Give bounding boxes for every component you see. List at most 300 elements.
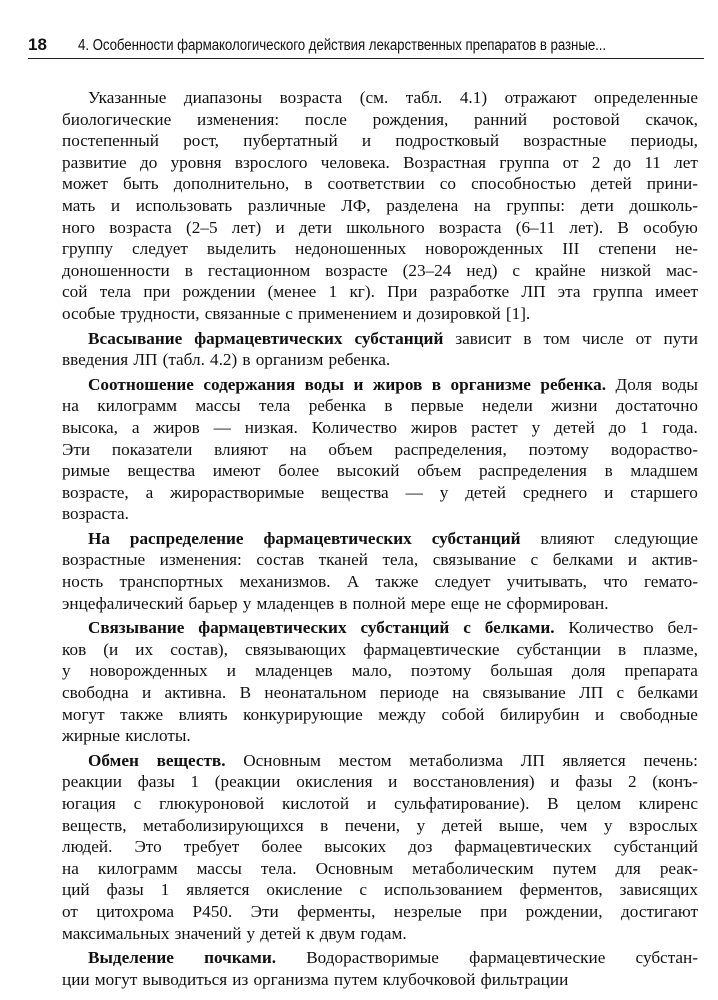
word: табл. (405, 88, 443, 107)
word: скачок, (645, 109, 698, 129)
word: (2–5 (186, 217, 218, 237)
text-line (62, 725, 698, 747)
word: пубертатный (243, 131, 338, 151)
word: цитохрома (96, 901, 175, 921)
paragraph (62, 750, 698, 944)
word: фармацевтических (198, 618, 347, 638)
word: в (384, 396, 393, 416)
word: местом (338, 750, 392, 770)
word: возраста. (62, 504, 129, 524)
word: их (135, 639, 154, 659)
word: а (131, 417, 140, 437)
word: у (531, 417, 541, 437)
word: у (242, 593, 252, 613)
word: соответствии (327, 174, 425, 194)
word: субстан- (635, 948, 698, 968)
word: ЛП (521, 282, 546, 302)
word: от (562, 152, 579, 172)
word: На (88, 528, 110, 548)
text-line (62, 395, 698, 417)
word: влияют (540, 528, 595, 548)
word: состав (256, 550, 305, 570)
word: кг). (349, 282, 375, 302)
word: В (617, 217, 629, 237)
word: при (143, 282, 171, 302)
word: ребенка. (540, 374, 607, 394)
word: собой (441, 704, 485, 724)
word: жиров (372, 374, 423, 394)
word: и (226, 661, 236, 681)
word: введения (62, 350, 129, 370)
word: зависит (455, 328, 512, 348)
word: максимальных (62, 923, 170, 943)
text-line (62, 195, 698, 217)
word: клиренс (638, 794, 698, 813)
word: на (452, 683, 470, 703)
word: возрастные (523, 131, 607, 151)
word: возраста (279, 88, 343, 107)
word: клубочковой (382, 969, 476, 989)
word: ранний (474, 109, 528, 129)
word: в (242, 350, 251, 370)
word: дополнительно, (173, 174, 290, 194)
word: P450. (192, 901, 233, 921)
word: на (473, 195, 491, 215)
word: с (530, 550, 539, 570)
word: Указанные (88, 88, 167, 107)
word: ций (62, 880, 90, 900)
word: сульфатирование). (393, 794, 530, 813)
word: ферменты, (297, 901, 376, 921)
word: объем (328, 439, 373, 459)
word: ного (62, 217, 96, 237)
word: А (346, 572, 360, 592)
word: может (62, 174, 108, 194)
word: до (613, 152, 632, 172)
word: отражают (504, 88, 577, 107)
word: следует (132, 239, 188, 259)
word: 1 (160, 880, 170, 900)
word: Основным (243, 750, 321, 770)
word: жирорастворимые (170, 482, 305, 502)
word: из (232, 969, 249, 989)
word: у (439, 482, 449, 502)
word: группы: (506, 195, 566, 215)
word: младшем (630, 461, 698, 481)
text-line (62, 858, 698, 880)
word: Количество (568, 618, 654, 638)
word: и (110, 195, 121, 215)
word: с (463, 618, 471, 638)
word: сформирован. (506, 593, 609, 613)
word: различные (247, 195, 326, 215)
word: том (543, 328, 570, 348)
word: субстанций (431, 528, 521, 548)
word: достигают (621, 901, 698, 921)
paragraph (62, 87, 698, 325)
word: (6–11 (515, 217, 556, 237)
word: Выделение (88, 948, 174, 968)
word: числе (581, 328, 624, 348)
word: незрелые (393, 901, 462, 921)
word: массы (196, 858, 242, 878)
word: фазы (575, 772, 613, 792)
word: двум (319, 923, 356, 943)
word: не- (675, 239, 698, 259)
word: учитывать, (506, 572, 587, 592)
word: глюкуроновой (159, 794, 265, 813)
word: не (484, 593, 502, 613)
word: субстанций (360, 618, 450, 638)
text-line (62, 750, 698, 772)
word: новорожденных (425, 239, 544, 259)
word: метаболическим (412, 858, 534, 878)
word: дети (298, 217, 332, 237)
word: сой (62, 282, 88, 302)
word: ЛП (579, 683, 604, 703)
word: прини- (646, 174, 698, 194)
word: возраста (109, 217, 172, 237)
word: препарата (624, 661, 698, 681)
text-line (62, 130, 698, 152)
chapter-title: 4. Особенности фармакологического действия лекарственных препаратов в разные... (78, 37, 607, 54)
paragraph (62, 947, 698, 990)
word: — (213, 417, 231, 437)
word: человека. (320, 152, 390, 172)
word: первые (410, 396, 464, 416)
word: периоде (379, 683, 439, 703)
word: детей (441, 815, 483, 835)
word: тела (258, 396, 291, 416)
word: значений (174, 923, 242, 943)
word: и (388, 772, 398, 792)
text-line (62, 260, 698, 282)
paragraph (62, 617, 698, 747)
word: [1]. (505, 303, 531, 323)
word: на (62, 396, 79, 416)
word: имеют (212, 461, 261, 481)
word: 1 (190, 772, 200, 792)
word: водораство- (610, 439, 698, 459)
word: группу (62, 239, 114, 259)
word: путем (552, 858, 597, 878)
word: восстановления) (413, 772, 535, 792)
word: и (275, 217, 285, 237)
word: а (145, 482, 154, 502)
word: ЛП (520, 750, 545, 770)
word: Водорастворимые (306, 948, 439, 968)
word: годам. (360, 923, 407, 943)
word: Доля (615, 374, 653, 394)
word: группа (592, 282, 643, 302)
word: и (402, 303, 412, 323)
word: свободные (619, 704, 698, 724)
word: развитие (62, 152, 127, 172)
word: связывающих (245, 639, 347, 659)
word: разработке (429, 282, 510, 302)
word: реак- (659, 858, 698, 878)
word: крайне (535, 260, 586, 280)
word: ность (62, 572, 104, 592)
word: содержания (203, 374, 296, 394)
text-line (62, 109, 698, 131)
word: (и (103, 639, 119, 659)
word: особые (62, 303, 116, 323)
text-line (62, 238, 698, 260)
word: почками. (204, 948, 277, 968)
word: распределения (479, 461, 587, 481)
text-line (62, 617, 698, 639)
word: высокий (336, 461, 400, 481)
word: следует (434, 572, 491, 592)
word: в (320, 815, 329, 835)
text-line (62, 682, 698, 704)
word: при (480, 901, 508, 921)
word: дети (580, 195, 614, 215)
word: (см. (359, 88, 389, 107)
word: 2 (591, 152, 601, 172)
word: до (608, 417, 627, 437)
text-line (62, 173, 698, 195)
word: недоношенных (295, 239, 407, 259)
word: использовать (135, 195, 233, 215)
word: является (186, 880, 250, 900)
word: Обмен (88, 750, 139, 770)
word: в (604, 461, 613, 481)
word: мать (62, 195, 96, 215)
word: и (353, 374, 364, 394)
word: 1 (328, 282, 338, 302)
word: неонатальном (264, 683, 367, 703)
body-text (62, 87, 698, 993)
text-line (62, 879, 698, 901)
word: доля (571, 661, 606, 681)
word: состав), (170, 639, 228, 659)
word: ков (62, 639, 87, 659)
text-line (62, 303, 698, 325)
word: школьного (346, 217, 425, 237)
word: (реакции (214, 772, 281, 792)
text-line (62, 571, 698, 593)
word: что (603, 572, 628, 592)
word: лет (674, 152, 698, 172)
word: белками (552, 550, 614, 570)
word: метаболизма (409, 750, 503, 770)
word: ростовой (552, 109, 620, 129)
word: группа (499, 152, 550, 172)
word: для (615, 858, 641, 878)
word: тела, (382, 550, 419, 570)
word: изменения: (196, 109, 280, 129)
text-line (62, 771, 698, 793)
word: высоких (324, 837, 387, 857)
page-number: 18 (28, 35, 47, 54)
word: мало, (351, 661, 392, 681)
word: степени (598, 239, 657, 259)
word: массы (195, 396, 241, 416)
word: детей (260, 923, 302, 943)
word: мас- (666, 260, 698, 280)
word: и (141, 683, 152, 703)
word: связывание (482, 683, 566, 703)
word: более (278, 461, 320, 481)
word: метаболизирующихся (143, 815, 304, 835)
word: подростковый (395, 131, 500, 151)
word: субстанций (613, 837, 698, 857)
word: в (618, 639, 627, 659)
word: — (405, 482, 423, 502)
word: килограмм (97, 396, 177, 416)
word: конкурирующие (243, 704, 363, 724)
word: гестационном (207, 260, 311, 280)
word: фармацевтические (363, 639, 500, 659)
word: 11 (644, 152, 661, 172)
word: окисление (266, 880, 343, 900)
word: разделена (386, 195, 459, 215)
word: еще (450, 593, 480, 613)
word: ЛП (133, 350, 158, 370)
text-line (62, 328, 698, 350)
word: после (304, 109, 347, 129)
word: выводиться (142, 969, 228, 989)
word: жизни (551, 396, 598, 416)
word: и (366, 794, 377, 813)
word: и (361, 131, 372, 151)
word: на (62, 858, 79, 878)
word: активна. (164, 683, 227, 703)
word: вещества (127, 461, 196, 481)
word: высока, (62, 417, 118, 437)
word: чем (560, 815, 588, 835)
word: взрослых (629, 815, 698, 835)
word: к (306, 923, 315, 943)
word: фазы (137, 772, 175, 792)
word: взрослого (234, 152, 308, 172)
text-line (62, 439, 698, 461)
word: транспортных (119, 572, 224, 592)
word: среднего (522, 482, 588, 502)
word: Эти (62, 439, 91, 459)
word: механизмов. (239, 572, 331, 592)
word: рождении, (525, 901, 603, 921)
word: полной (352, 593, 406, 613)
word: от (635, 328, 652, 348)
word: бел- (667, 618, 698, 638)
word: рост, (183, 131, 219, 151)
word: также (120, 704, 164, 724)
word: имеет (655, 282, 698, 302)
word: поэтому (528, 439, 590, 459)
word: с (285, 303, 293, 323)
word: организма (253, 969, 329, 989)
text-line (62, 482, 698, 504)
word: плазме, (643, 639, 698, 659)
word: актив- (651, 550, 698, 570)
word: дошколь- (629, 195, 698, 215)
word: (табл. (162, 350, 205, 370)
word: тела. (260, 858, 297, 878)
word: нед) (466, 260, 498, 280)
word: младенцев (255, 661, 333, 681)
word: веществ. (156, 750, 226, 770)
word: в (184, 260, 193, 280)
word: организм (255, 350, 324, 370)
text-line (62, 947, 698, 969)
text-line (62, 549, 698, 571)
word: периоды, (630, 131, 698, 151)
word: до (139, 152, 158, 172)
word: в (339, 593, 348, 613)
word: особую (643, 217, 698, 237)
word: у (416, 815, 426, 835)
word: с (133, 794, 142, 813)
word: эта (557, 282, 581, 302)
word: в (431, 374, 442, 394)
word: с (512, 260, 521, 280)
word: дозировкой (416, 303, 501, 323)
word: жирные (62, 726, 121, 746)
word: фильтрации (480, 969, 569, 989)
word: ЛФ, (341, 195, 371, 215)
word: рождения, (372, 109, 449, 129)
text-line (62, 374, 698, 396)
word: ции (62, 969, 90, 989)
word: достаточно (615, 396, 698, 416)
word: возрасте (325, 260, 388, 280)
word: постепенный (62, 131, 159, 151)
word: Соотношение (88, 374, 194, 394)
word: фармацевтические (469, 948, 606, 968)
word: влиять (178, 704, 228, 724)
word: и (594, 704, 605, 724)
word: большая (490, 661, 553, 681)
word: младенцев (256, 593, 335, 613)
text-line (62, 836, 698, 858)
word: на (289, 439, 307, 459)
word: старшего (630, 482, 698, 502)
word: (23–24 (402, 260, 452, 280)
word: и (550, 772, 560, 792)
word: воды (304, 374, 345, 394)
word: 4.2) (210, 350, 238, 370)
word: Это (134, 837, 162, 857)
word: объем (417, 461, 462, 481)
word: новорожденных (89, 661, 208, 681)
word: определенные (594, 88, 698, 107)
word: субстанций (354, 328, 444, 348)
word: килограмм (97, 858, 178, 878)
word: тела (99, 282, 132, 302)
word: у (246, 923, 256, 943)
word: распределения, (394, 439, 507, 459)
word: (конъ- (652, 772, 698, 792)
word: с (359, 880, 368, 900)
word: ребенка. (328, 350, 391, 370)
word: белками. (484, 618, 555, 638)
word: фармацевтических (454, 837, 592, 857)
word: могут (62, 704, 105, 724)
word: изменения: (159, 550, 242, 570)
word: римые (62, 461, 110, 481)
word: тканей (318, 550, 368, 570)
word: барьер (188, 593, 238, 613)
word: трудности, (120, 303, 200, 323)
word: жиров (153, 417, 200, 437)
word: могут (94, 969, 138, 989)
word: с (616, 683, 625, 703)
word: В (547, 794, 559, 813)
word: белками (637, 683, 698, 703)
